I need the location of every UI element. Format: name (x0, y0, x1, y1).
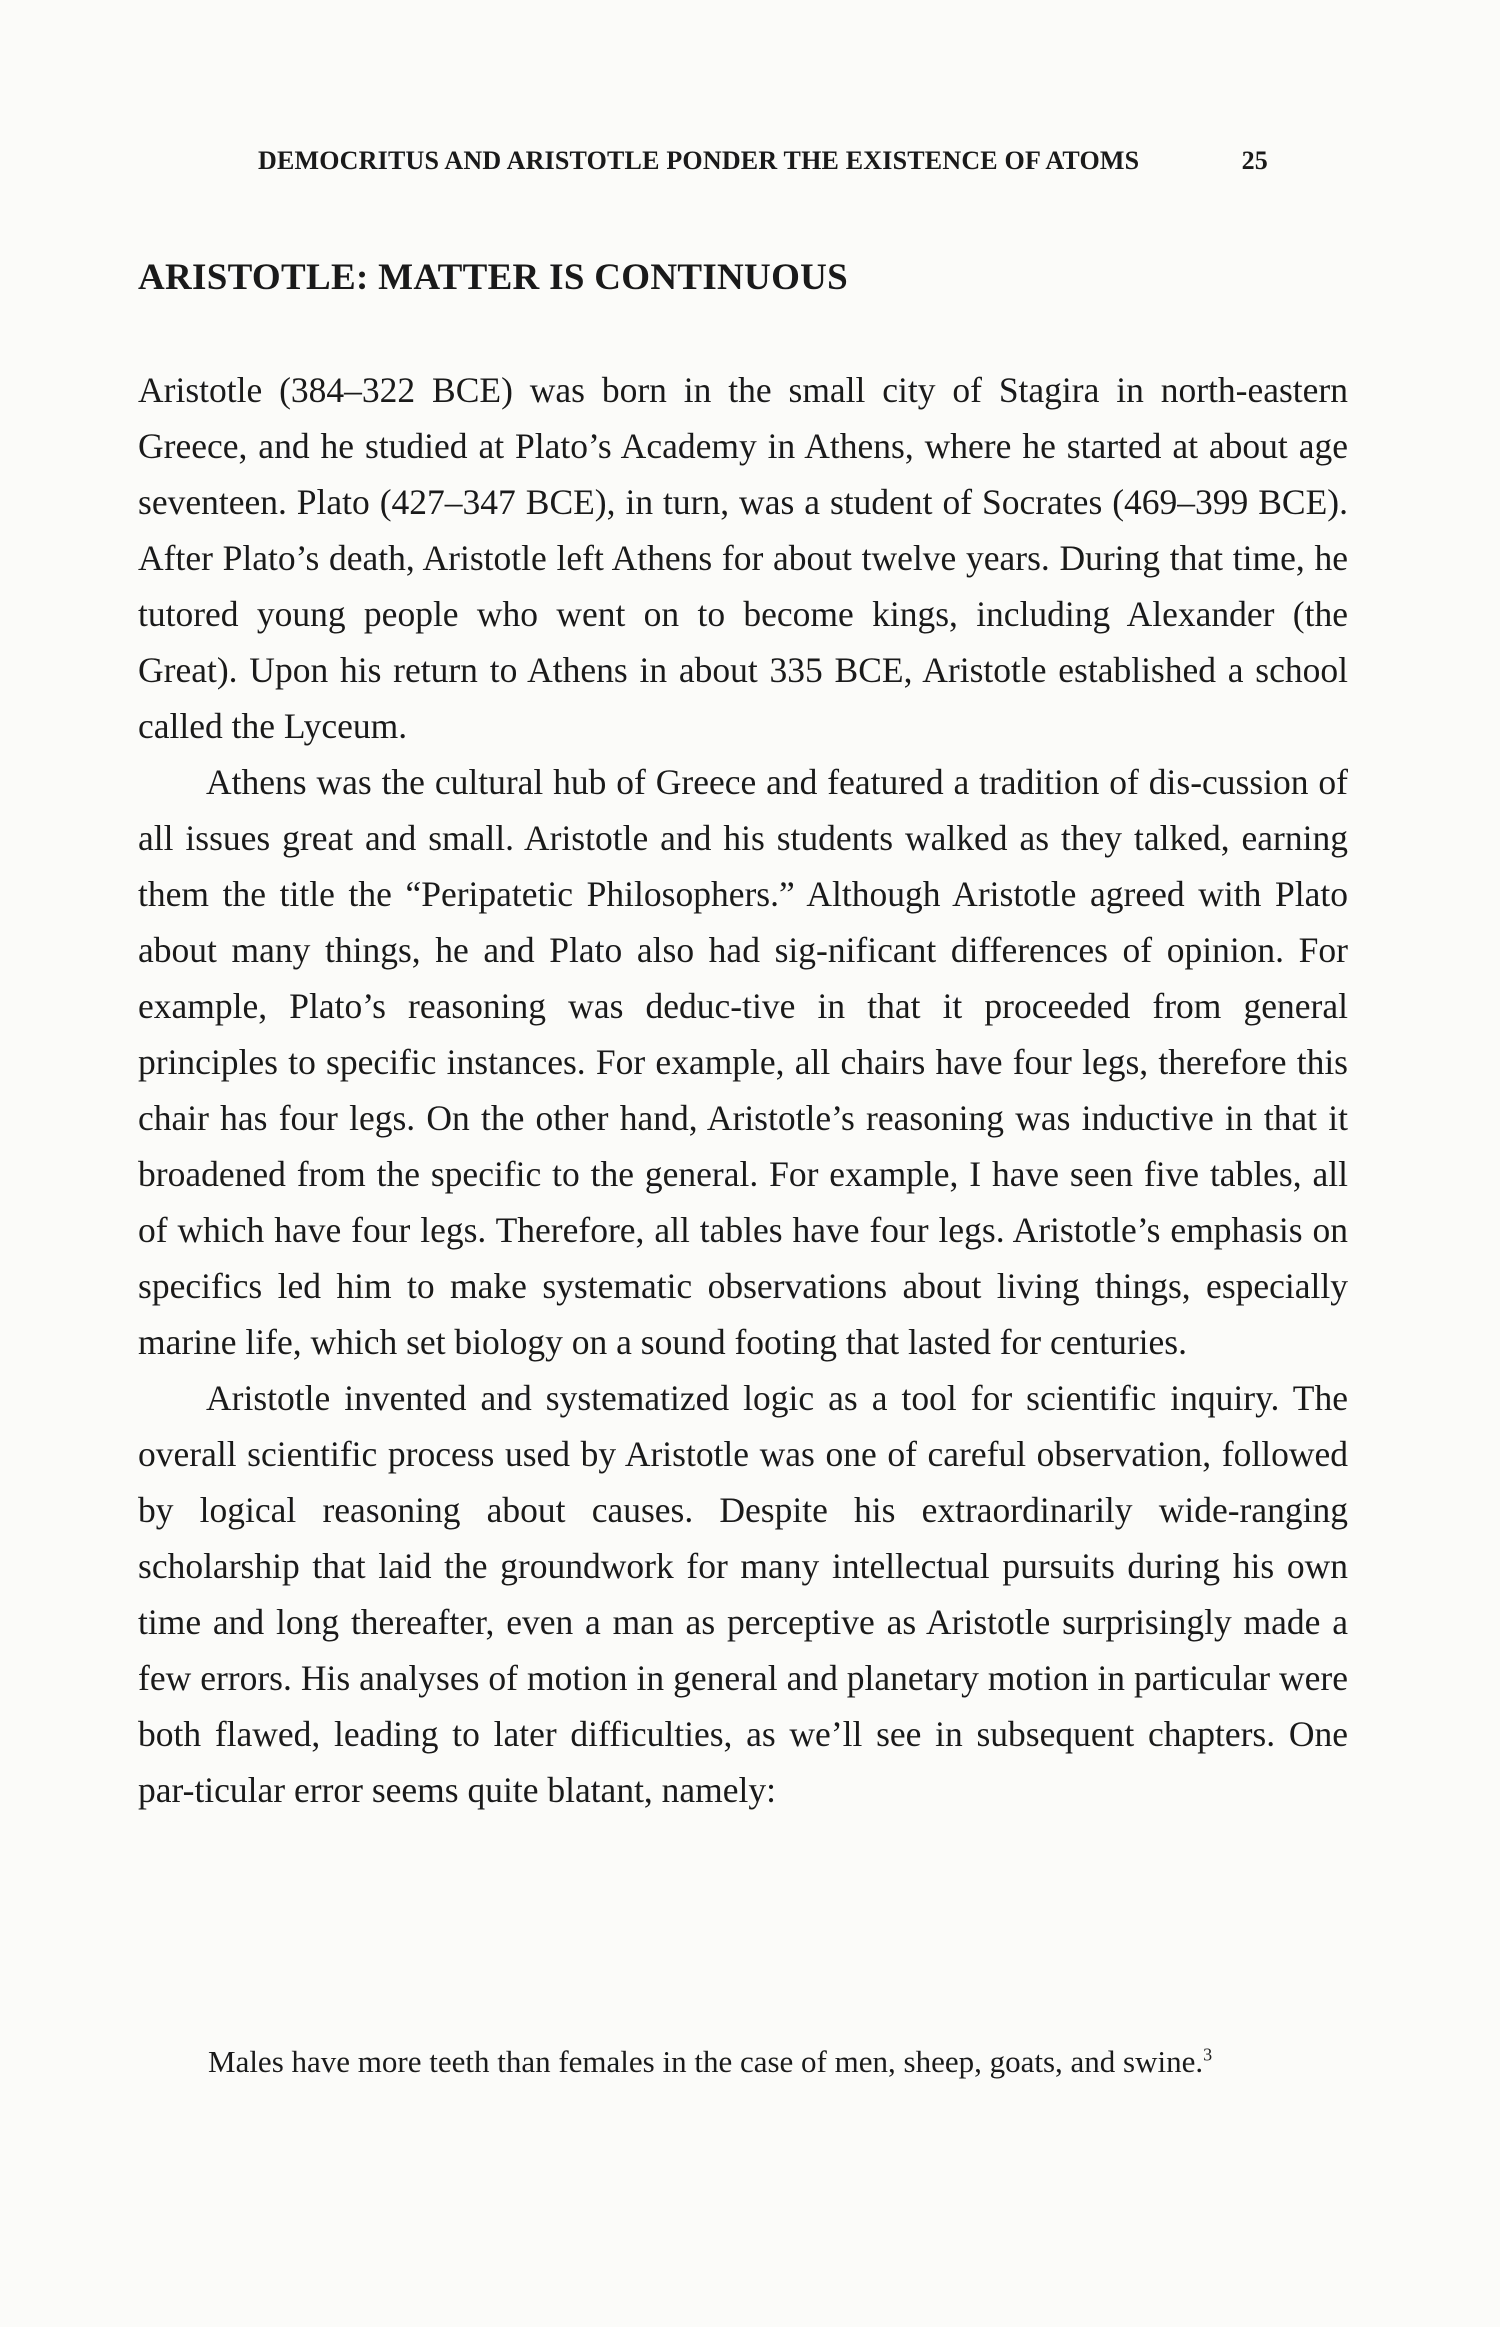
running-head-title: DEMOCRITUS AND ARISTOTLE PONDER THE EXISTENCE OF ATOMS (258, 146, 1140, 175)
footnote-reference: 3 (1203, 2044, 1213, 2065)
paragraph-1: Aristotle (384–322 BCE) was born in the small city of Stagira in north-eastern Greece, and he studied at Plato’s Academy in Athens, where he started at about age seventeen. Plato (427–347 BCE), in turn, was a student of Socrates (469–399 BCE). After Plato’s death, Aristotle left Athens for about twelve years. During that time, he tutored young people who went on to become kings, including Alexander (the Great). Upon his return to Athens in about 335 BCE, Aristotle established a school called the Lyceum. (138, 370, 1348, 746)
paragraph-3: Aristotle invented and systematized logic as a tool for scientific inquiry. The overall scientific process used by Aristotle was one of careful observation, followed by logical reasoning about causes. Despite his extraordinarily wide-ranging scholarship that laid the groundwork for many intellectual pursuits during his own time and long thereafter, even a man as perceptive as Aristotle surprisingly made a few errors. His analyses of motion in general and planetary motion in particular were both flawed, leading to later difficulties, as we’ll see in subsequent chapters. One par-ticular error seems quite blatant, namely: (138, 1378, 1348, 1810)
body-text (138, 362, 1348, 1818)
running-head (258, 146, 1268, 186)
block-quote-text: Males have more teeth than females in the case of men, sheep, goats, and swine. (208, 2044, 1204, 2079)
section-heading: ARISTOTLE: MATTER IS CONTINUOUS (138, 257, 849, 298)
paragraph-2: Athens was the cultural hub of Greece and featured a tradition of dis-cussion of all issues great and small. Aristotle and his students walked as they talked, earning them the title the “Peripatetic Philosophers.” Although Aristotle agreed with Plato about many things, he and Plato also had sig-nificant differences of opinion. For example, Plato’s reasoning was deduc-tive in that it proceeded from general principles to specific instances. For example, all chairs have four legs, therefore this chair has four legs. On the other hand, Aristotle’s reasoning was inductive in that it broadened from the specific to the general. For example, I have seen five tables, all of which have four legs. Therefore, all tables have four legs. Aristotle’s emphasis on specifics led him to make systematic observations about living things, especially marine life, which set biology on a sound footing that lasted for centuries. (138, 762, 1348, 1362)
page-number: 25 (1241, 146, 1268, 175)
block-quote (208, 2036, 1288, 2088)
